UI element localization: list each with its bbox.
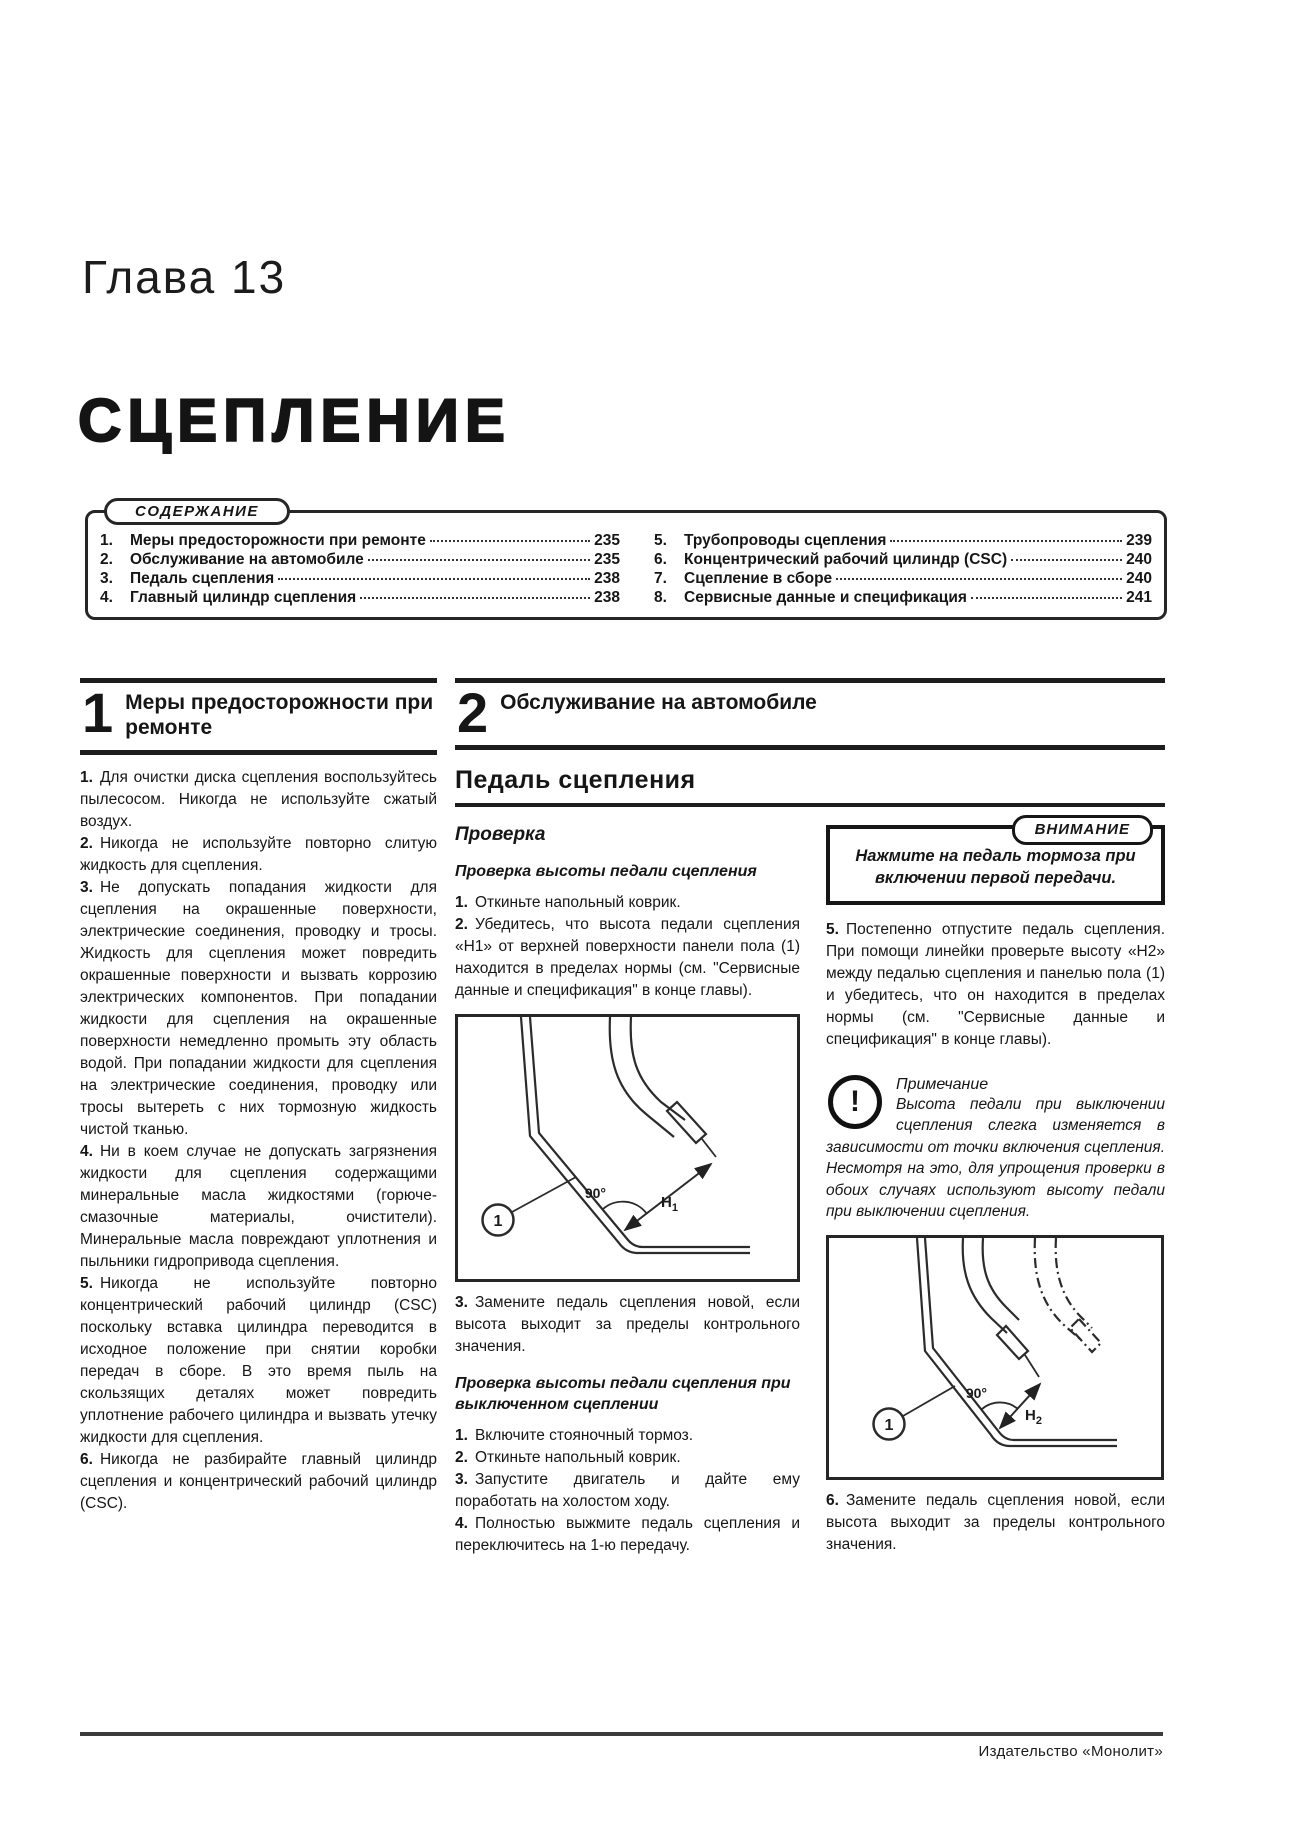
section-number: 1 [82,681,113,744]
pedal-arm-depressed-line [983,1238,1019,1320]
step-text: Откиньте напольный коврик. [474,1448,681,1466]
step-number: 6. [80,1450,93,1468]
step-text: Не допускать попадания жидкости для сцепления на окрашенные поверхности, электрические соединения, проводку и тросы. Жидкость для сцепления может повредить окрашенные поверхности и вызвать коррозию электрических компонентов. При попадании жидкости для сцепления на окрашенные поверхности немедленно промыть эту область водой. При попадании жидкости для сцепления на электрические соединения, проводку или тросы вытереть с них тормозную жидкость чистой тканью. [80,878,437,1138]
item-title: Педаль сцепления [130,570,275,587]
contents-label: СОДЕРЖАНИЕ [104,498,290,525]
step [455,1513,800,1557]
item-number: 7. [654,570,667,587]
diagram-height-label: $Н_1$ [661,1193,678,1214]
step-text: Для очистки диска сцепления воспользуйтесь пылесосом. Никогда не используйте сжатый воздух. [80,768,437,830]
contents-item [654,550,1152,569]
item-page: 238 [594,570,620,587]
step [455,1447,800,1469]
floor-panel-line [925,1238,1117,1440]
exclamation-glyph: ! [850,1084,860,1118]
step-number: 4. [80,1142,93,1160]
step [826,919,1165,1051]
step-text: Полностью выжмите педаль сцепления и переключитесь на 1-ю передачу. [455,1514,800,1554]
item-number: 3. [100,570,113,587]
contents-item [654,588,1152,607]
item-title: Меры предосторожности при ремонте [130,532,426,549]
chapter-heading: Глава 13 [82,251,287,303]
attention-label: ВНИМАНИЕ [1012,815,1153,845]
step-number: 3. [455,1470,468,1488]
step-number: 3. [455,1293,468,1311]
item-title: Главный цилиндр сцепления [130,589,357,606]
step-text: Постепенно отпустите педаль сцепления. При помощи линейки проверьте высоту «Н2» между педалью сцепления и панелью пола (1) и убедитесь, что он находится в пределах нормы (см. "Сервисные данные и спецификация" в конце главы). [826,920,1165,1048]
step-text: Запустите двигатель и дайте ему поработать на холостом ходу. [455,1470,800,1510]
item-number: 4. [100,589,113,606]
callout-leader-line [512,1177,576,1212]
section-2 [455,678,1165,1557]
diagram-callout: 1 [493,1212,503,1230]
angle-arc [603,1202,647,1214]
item-title: Сервисные данные и спецификация [684,589,967,606]
step-number: 3. [80,878,93,896]
step-number: 1. [455,893,468,911]
step-number: 5. [80,1274,93,1292]
exclamation-icon [828,1075,882,1129]
contents-list [100,531,1152,607]
contents-column-right [654,531,1152,607]
floor-panel-line [530,1017,750,1247]
dot-leader [430,540,590,542]
step-number: 2. [455,1448,468,1466]
item-title: Сцепление в сборе [684,570,833,587]
floor-panel-line [917,1238,1117,1446]
check-heading: Проверка [455,823,546,845]
item-title: Концентрический рабочий цилиндр (CSC) [684,551,1008,568]
step-number: 4. [455,1514,468,1532]
subsection-title: Педаль сцепления [455,766,1165,807]
step [80,1273,437,1449]
diagram-callout: 1 [884,1416,894,1434]
section-number: 2 [457,681,488,744]
callout-leader-line [903,1386,955,1416]
item-title: Трубопроводы сцепления [684,532,887,549]
section-1-header [80,678,437,755]
item-number: 5. [654,532,667,549]
dimension-extension-line [702,1139,716,1157]
contents-column-left [100,531,620,607]
note-label: Примечание [896,1075,989,1093]
step-number: 5. [826,920,839,938]
step [455,1425,800,1447]
pedal-height-diagram-2 [826,1235,1164,1480]
contents-item [654,531,1152,550]
step [80,1449,437,1515]
item-page: 240 [1126,570,1152,587]
step [826,1490,1165,1556]
dot-leader [278,578,590,580]
contents-item [100,569,620,588]
publisher-credit: Издательство «Монолит» [978,1743,1163,1760]
step [80,1141,437,1273]
dot-leader [971,597,1122,599]
item-number: 1. [100,532,113,549]
dot-leader [368,559,590,561]
item-page: 238 [594,589,620,606]
contents-item [100,531,620,550]
step-number: 2. [80,834,93,852]
column-right [826,817,1165,1557]
step-text: Замените педаль сцепления новой, если высота выходит за пределы контрольного значения. [455,1293,800,1355]
section-title: Меры предосторожности при ремонте [125,691,434,739]
check2-heading: Проверка высоты педали сцепления при выключенном сцеплении [455,1374,791,1413]
contents-item [100,588,620,607]
angle-arc [982,1402,1018,1409]
item-page: 235 [594,551,620,568]
step [455,892,800,914]
step [455,914,800,1002]
step-text: Включите стояночный тормоз. [474,1426,694,1444]
pedal-arm-depressed-line [963,1238,1007,1333]
item-page: 240 [1126,551,1152,568]
pedal-arm-line [631,1017,685,1120]
dimension-extension-line [1025,1355,1039,1377]
step-number: 2. [455,915,468,933]
step [80,877,437,1141]
dot-leader [1011,559,1122,561]
attention-box [826,820,1165,905]
contents-box [85,503,1167,620]
check1-heading: Проверка высоты педали сцепления [455,862,757,880]
section-1 [80,678,437,1515]
section-2-header [455,678,1165,750]
contents-item [654,569,1152,588]
note-text: Высота педали при выключении сцепления слегка изменяется в зависимости от точки включения сцепления. Несмотря на это, для упрощения проверки в обоих случаях используют высоту педали при выключении сцепления. [826,1095,1165,1221]
floor-panel-line [521,1017,750,1253]
pedal-arm-released-line [1056,1238,1092,1328]
step [455,1292,800,1358]
step-text: Убедитесь, что высота педали сцепления «Н1» от верхней поверхности панели пола (1) находится в пределах нормы (см. "Сервисные данные и спецификация" в конце главы). [455,915,800,999]
diagram-angle-label: 90° [965,1384,987,1401]
pedal-pad-depressed [997,1326,1028,1359]
item-number: 2. [100,551,113,568]
section-title: Обслуживание на автомобиле [500,691,817,714]
pedal-height-diagram-1 [455,1014,800,1282]
step [80,767,437,833]
step-text: Никогда не используйте повторно слитую жидкость для сцепления. [80,834,437,874]
contents-item [100,550,620,569]
item-number: 6. [654,551,667,568]
diagram-angle-label: 90° [584,1184,606,1201]
item-title: Обслуживание на автомобиле [130,551,364,568]
item-page: 239 [1126,532,1152,549]
item-page: 241 [1126,589,1152,606]
step-number: 1. [455,1426,468,1444]
step-number: 1. [80,768,93,786]
dot-leader [836,578,1122,580]
attention-text: Нажмите на педаль тормоза при включении первой передачи. [855,846,1136,887]
page-title: СЦЕПЛЕНИЕ [78,387,511,454]
step-number: 6. [826,1491,839,1509]
dot-leader [360,597,590,599]
item-page: 235 [594,532,620,549]
step-text: Откиньте напольный коврик. [474,893,681,911]
diagram-height-label: $Н_2$ [1025,1406,1042,1427]
step-text: Никогда не разбирайте главный цилиндр сцепления и концентрический рабочий цилиндр (CSC). [80,1450,437,1512]
column-middle [455,817,800,1557]
footer-rule [80,1732,1163,1760]
dot-leader [890,540,1122,542]
section-1-body [80,767,437,1515]
step-text: Никогда не используйте повторно концентрический рабочий цилиндр (CSC) поскольку вставка цилиндра переводится в исходное положение при снятии коробки передач в сборе. В это время пыль на скользящих деталях может повредить уплотнение рабочего цилиндра и вызвать утечку жидкости для сцепления. [80,1274,437,1446]
step-text: Ни в коем случае не допускать загрязнения жидкости для сцепления содержащими минеральные масла жидкостями (горюче-смазочные материалы, очистители). Минеральные масла повреждают уплотнения и пыльники гидропривода сцепления. [80,1142,437,1270]
step [80,833,437,877]
step-text: Замените педаль сцепления новой, если высота выходит за пределы контрольного значения. [826,1491,1165,1553]
note-block [826,1073,1165,1223]
item-number: 8. [654,589,667,606]
step [455,1469,800,1513]
